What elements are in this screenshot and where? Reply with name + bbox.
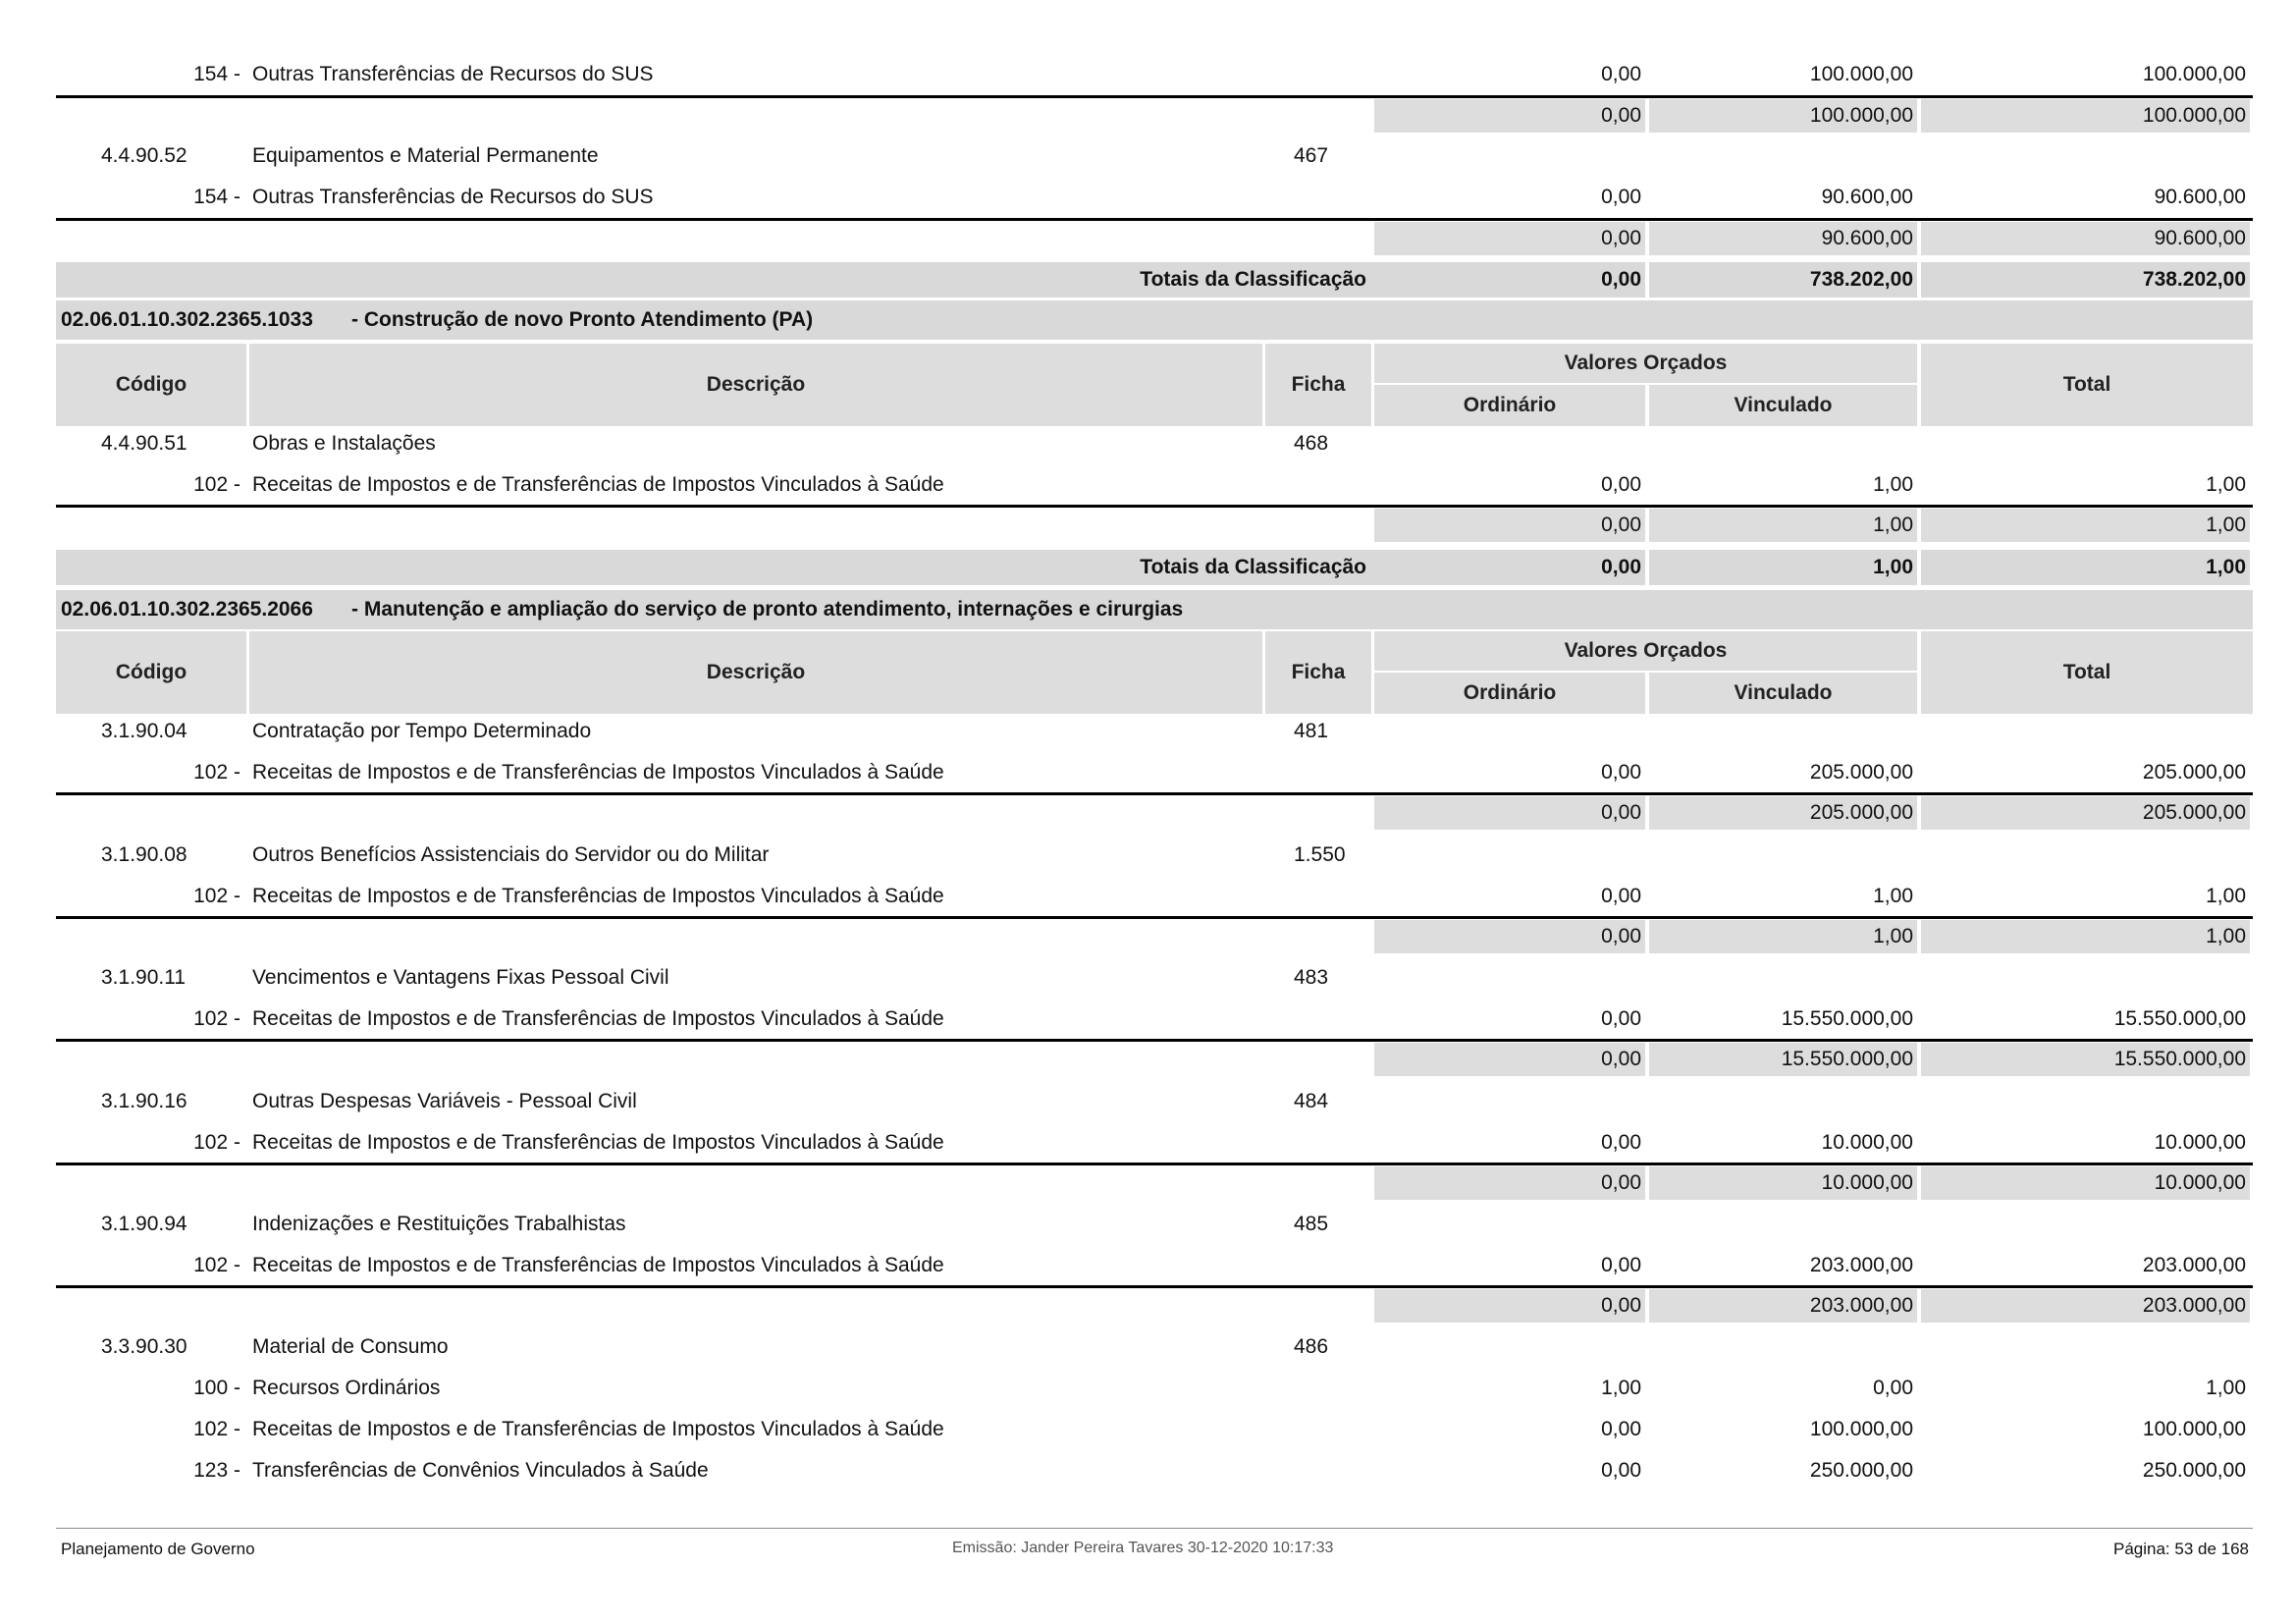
header-total: Total bbox=[1921, 631, 2253, 714]
header-descricao: Descrição bbox=[249, 631, 1262, 714]
fonte-code: 102 - bbox=[193, 1130, 240, 1154]
value-ordinario: 0,00 bbox=[1374, 509, 1645, 542]
value-total: 10.000,00 bbox=[2154, 1130, 2246, 1154]
value-ordinario: 0,00 bbox=[1601, 1254, 1641, 1276]
value-ordinario: 0,00 bbox=[1374, 1289, 1645, 1323]
value-total: 1,00 bbox=[1921, 920, 2250, 953]
item-code: 3.1.90.94 bbox=[101, 1213, 187, 1235]
value-total: 100.000,00 bbox=[2142, 1418, 2246, 1440]
fonte-code: 102 - bbox=[193, 761, 240, 784]
value-vinculado: 205.000,00 bbox=[1809, 761, 1913, 784]
item-code: 3.3.90.30 bbox=[101, 1335, 187, 1358]
value-total: 15.550.000,00 bbox=[1921, 1043, 2250, 1076]
totals-label: Totais da Classificação bbox=[1140, 268, 1366, 291]
value-total: 1,00 bbox=[2206, 473, 2246, 496]
item-description: Outros Benefícios Assistenciais do Servidor ou do Militar bbox=[252, 842, 770, 866]
header-codigo: Código bbox=[56, 344, 246, 426]
item-description: Equipamentos e Material Permanente bbox=[252, 144, 599, 167]
value-ordinario: 0,00 bbox=[1374, 1043, 1645, 1076]
value-vinculado: 1,00 bbox=[1873, 884, 1913, 907]
totals-label: Totais da Classificação bbox=[1140, 556, 1366, 578]
fonte-description: Receitas de Impostos e de Transferências de Impostos Vinculados à Saúde bbox=[252, 1254, 944, 1276]
value-ordinario: 0,00 bbox=[1601, 473, 1641, 496]
totals-vinc: 738.202,00 bbox=[1649, 262, 1917, 298]
fonte-code: 102 - bbox=[193, 1254, 240, 1276]
value-vinculado: 203.000,00 bbox=[1649, 1289, 1917, 1323]
value-ordinario: 0,00 bbox=[1601, 1007, 1641, 1030]
fonte-code: 102 - bbox=[193, 1418, 240, 1440]
value-ordinario: 0,00 bbox=[1601, 761, 1641, 784]
fonte-code: 154 - bbox=[193, 63, 240, 85]
row-divider bbox=[56, 1039, 2253, 1042]
section-title: - Construção de novo Pronto Atendimento (PA) bbox=[351, 308, 814, 331]
item-code: 3.1.90.16 bbox=[101, 1089, 187, 1112]
value-total: 90.600,00 bbox=[2154, 186, 2246, 208]
footer-page-number: Página: 53 de 168 bbox=[2112, 1540, 2249, 1558]
fonte-description: Outras Transferências de Recursos do SUS bbox=[252, 63, 654, 85]
value-ordinario: 0,00 bbox=[1374, 99, 1645, 133]
value-ordinario: 0,00 bbox=[1601, 1418, 1641, 1440]
totals-total: 1,00 bbox=[1921, 550, 2250, 585]
value-vinculado: 90.600,00 bbox=[1821, 186, 1913, 208]
value-total: 100.000,00 bbox=[2142, 63, 2246, 85]
fonte-code: 154 - bbox=[193, 186, 240, 208]
value-total: 15.550.000,00 bbox=[2113, 1007, 2246, 1030]
header-total: Total bbox=[1921, 344, 2253, 426]
value-total: 205.000,00 bbox=[1921, 796, 2250, 830]
item-code: 3.1.90.11 bbox=[101, 966, 187, 989]
row-divider bbox=[56, 95, 2253, 98]
value-vinculado: 90.600,00 bbox=[1649, 222, 1917, 255]
value-vinculado: 1,00 bbox=[1649, 509, 1917, 542]
header-codigo: Código bbox=[56, 631, 246, 714]
header-vinculado: Vinculado bbox=[1649, 673, 1917, 714]
value-total: 10.000,00 bbox=[1921, 1166, 2250, 1200]
value-vinculado: 15.550.000,00 bbox=[1781, 1007, 1913, 1030]
section-code: 02.06.01.10.302.2365.1033 bbox=[61, 308, 313, 331]
fonte-code: 100 - bbox=[193, 1377, 240, 1399]
header-ordinario: Ordinário bbox=[1374, 673, 1645, 714]
totals-ord: 0,00 bbox=[1374, 262, 1645, 298]
value-vinculado: 0,00 bbox=[1873, 1377, 1913, 1399]
value-total: 100.000,00 bbox=[1921, 99, 2250, 133]
value-vinculado: 100.000,00 bbox=[1809, 63, 1913, 85]
header-ficha: Ficha bbox=[1265, 631, 1371, 714]
value-vinculado: 15.550.000,00 bbox=[1649, 1043, 1917, 1076]
value-total: 203.000,00 bbox=[2142, 1254, 2246, 1276]
fonte-description: Recursos Ordinários bbox=[252, 1377, 441, 1399]
item-ficha: 486 bbox=[1294, 1335, 1329, 1358]
fonte-description: Receitas de Impostos e de Transferências de Impostos Vinculados à Saúde bbox=[252, 1007, 944, 1030]
value-total: 205.000,00 bbox=[2142, 761, 2246, 784]
header-ordinario: Ordinário bbox=[1374, 385, 1645, 426]
item-ficha: 484 bbox=[1294, 1089, 1329, 1112]
value-vinculado: 1,00 bbox=[1649, 920, 1917, 953]
fonte-code: 102 - bbox=[193, 884, 240, 907]
value-ordinario: 0,00 bbox=[1601, 1130, 1641, 1154]
value-total: 203.000,00 bbox=[1921, 1289, 2250, 1323]
item-description: Vencimentos e Vantagens Fixas Pessoal Civil bbox=[252, 966, 669, 989]
fonte-description: Transferências de Convênios Vinculados à Saúde bbox=[252, 1459, 709, 1482]
item-ficha: 483 bbox=[1294, 966, 1329, 989]
value-ordinario: 0,00 bbox=[1601, 186, 1641, 208]
fonte-description: Outras Transferências de Recursos do SUS bbox=[252, 186, 654, 208]
item-description: Outras Despesas Variáveis - Pessoal Civil bbox=[252, 1089, 637, 1112]
fonte-description: Receitas de Impostos e de Transferências de Impostos Vinculados à Saúde bbox=[252, 473, 944, 496]
value-total: 90.600,00 bbox=[1921, 222, 2250, 255]
row-divider bbox=[56, 505, 2253, 508]
item-ficha: 481 bbox=[1294, 720, 1329, 742]
value-ordinario: 0,00 bbox=[1374, 920, 1645, 953]
value-vinculado: 10.000,00 bbox=[1821, 1130, 1913, 1154]
footer-center: Emissão: Jander Pereira Tavares 30-12-2020 10:17:33 bbox=[952, 1540, 1334, 1556]
fonte-description: Receitas de Impostos e de Transferências de Impostos Vinculados à Saúde bbox=[252, 884, 944, 907]
fonte-code: 102 - bbox=[193, 473, 240, 496]
value-ordinario: 0,00 bbox=[1601, 1459, 1641, 1482]
fonte-description: Receitas de Impostos e de Transferências de Impostos Vinculados à Saúde bbox=[252, 761, 944, 784]
value-ordinario: 0,00 bbox=[1374, 796, 1645, 830]
item-code: 3.1.90.04 bbox=[101, 720, 187, 742]
item-ficha: 1.550 bbox=[1294, 842, 1346, 866]
item-description: Contratação por Tempo Determinado bbox=[252, 720, 592, 742]
value-total: 250.000,00 bbox=[2142, 1459, 2246, 1482]
value-ordinario: 0,00 bbox=[1601, 884, 1641, 907]
row-divider bbox=[56, 1285, 2253, 1288]
fonte-code: 102 - bbox=[193, 1007, 240, 1030]
value-vinculado: 100.000,00 bbox=[1809, 1418, 1913, 1440]
value-total: 1,00 bbox=[2206, 1377, 2246, 1399]
value-total: 1,00 bbox=[2206, 884, 2246, 907]
row-divider bbox=[56, 1163, 2253, 1165]
value-vinculado: 205.000,00 bbox=[1649, 796, 1917, 830]
totals-ord: 0,00 bbox=[1374, 550, 1645, 585]
fonte-description: Receitas de Impostos e de Transferências de Impostos Vinculados à Saúde bbox=[252, 1130, 944, 1154]
header-valores-orcados: Valores Orçados bbox=[1374, 631, 1917, 671]
section-title: - Manutenção e ampliação do serviço de pronto atendimento, internações e cirurgias bbox=[351, 598, 1184, 621]
value-ordinario: 1,00 bbox=[1601, 1377, 1641, 1399]
item-ficha: 467 bbox=[1294, 144, 1329, 167]
row-divider bbox=[56, 916, 2253, 919]
footer-left: Planejamento de Governo bbox=[61, 1540, 255, 1558]
value-vinculado: 100.000,00 bbox=[1649, 99, 1917, 133]
item-description: Indenizações e Restituições Trabalhistas bbox=[252, 1213, 626, 1235]
value-vinculado: 1,00 bbox=[1873, 473, 1913, 496]
header-valores-orcados: Valores Orçados bbox=[1374, 344, 1917, 383]
fonte-code: 123 - bbox=[193, 1459, 240, 1482]
value-total: 1,00 bbox=[1921, 509, 2250, 542]
row-divider bbox=[56, 792, 2253, 795]
fonte-description: Receitas de Impostos e de Transferências de Impostos Vinculados à Saúde bbox=[252, 1418, 944, 1440]
footer-divider bbox=[56, 1528, 2253, 1529]
section-code: 02.06.01.10.302.2365.2066 bbox=[61, 598, 313, 621]
value-ordinario: 0,00 bbox=[1374, 1166, 1645, 1200]
item-description: Material de Consumo bbox=[252, 1335, 449, 1358]
item-ficha: 468 bbox=[1294, 432, 1329, 455]
row-divider bbox=[56, 218, 2253, 221]
item-description: Obras e Instalações bbox=[252, 432, 436, 455]
totals-total: 738.202,00 bbox=[1921, 262, 2250, 298]
header-ficha: Ficha bbox=[1265, 344, 1371, 426]
value-ordinario: 0,00 bbox=[1374, 222, 1645, 255]
header-descricao: Descrição bbox=[249, 344, 1262, 426]
item-ficha: 485 bbox=[1294, 1213, 1329, 1235]
value-ordinario: 0,00 bbox=[1601, 63, 1641, 85]
totals-vinc: 1,00 bbox=[1649, 550, 1917, 585]
value-vinculado: 250.000,00 bbox=[1809, 1459, 1913, 1482]
header-vinculado: Vinculado bbox=[1649, 385, 1917, 426]
item-code: 3.1.90.08 bbox=[101, 842, 187, 866]
item-code: 4.4.90.52 bbox=[101, 144, 187, 167]
item-code: 4.4.90.51 bbox=[101, 432, 187, 455]
value-vinculado: 203.000,00 bbox=[1809, 1254, 1913, 1276]
value-vinculado: 10.000,00 bbox=[1649, 1166, 1917, 1200]
